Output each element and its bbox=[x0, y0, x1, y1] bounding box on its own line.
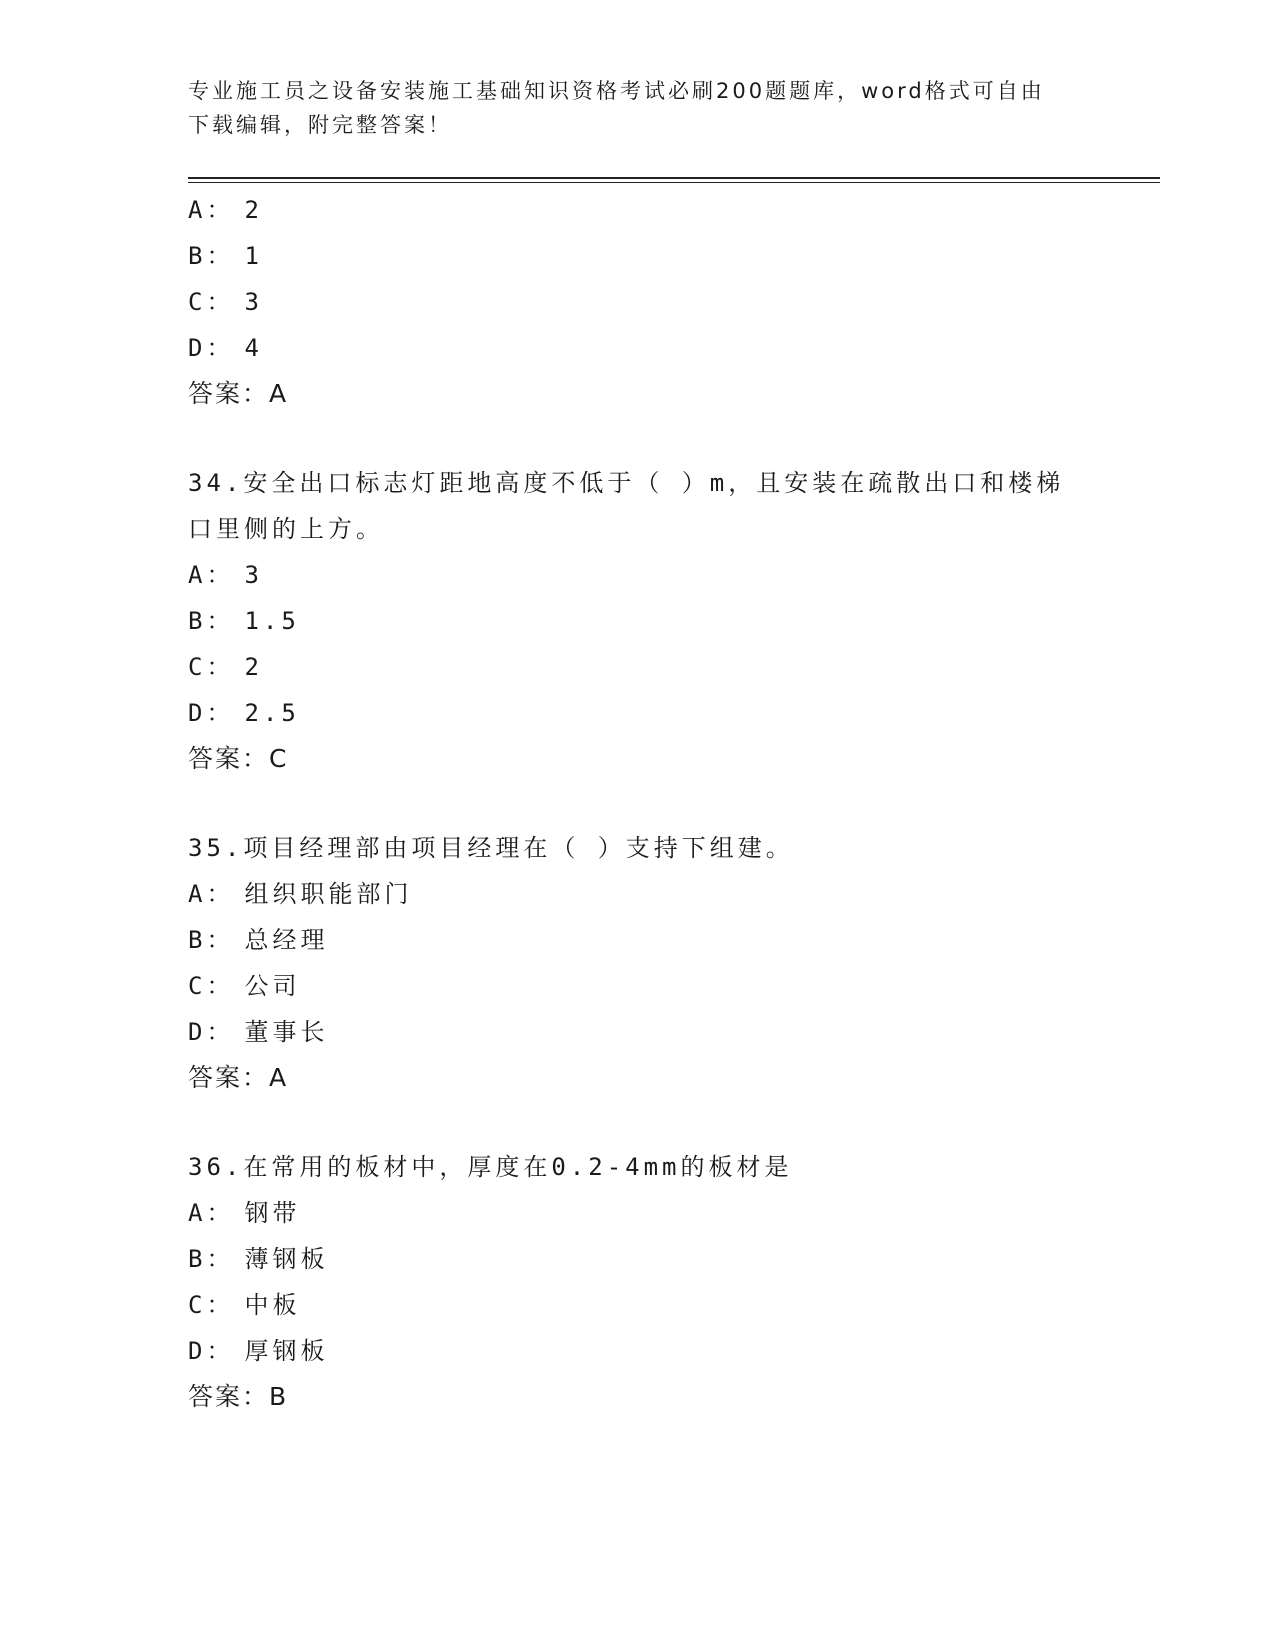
option-a: A： 2 bbox=[188, 196, 263, 224]
option-b: B： 薄钢板 bbox=[188, 1245, 329, 1273]
option-a: A： 3 bbox=[188, 561, 263, 589]
question-34 bbox=[188, 460, 1148, 782]
question-stem-line-1: 35.项目经理部由项目经理在（ ）支持下组建。 bbox=[188, 834, 794, 862]
option-b: B： 总经理 bbox=[188, 926, 329, 954]
option-c: C： 公司 bbox=[188, 972, 301, 1000]
option-c: C： 3 bbox=[188, 288, 263, 316]
answer: 答案：B bbox=[188, 1382, 289, 1411]
answer: 答案：A bbox=[188, 1063, 289, 1092]
header-divider-thick bbox=[188, 177, 1160, 179]
option-d: D： 厚钢板 bbox=[188, 1337, 329, 1365]
option-d: D： 2.5 bbox=[188, 699, 300, 727]
header-title-line-1: 专业施工员之设备安装施工基础知识资格考试必刷200题题库，word格式可自由 bbox=[188, 79, 1045, 103]
question-stem-line-1: 36.在常用的板材中，厚度在0.2-4mm的板材是 bbox=[188, 1153, 793, 1181]
spacer bbox=[188, 417, 1148, 460]
document-header bbox=[188, 74, 1088, 142]
option-c: C： 2 bbox=[188, 653, 263, 681]
header-divider-thin bbox=[188, 182, 1160, 183]
answer: 答案：C bbox=[188, 744, 289, 773]
question-33 bbox=[188, 187, 1148, 417]
option-c: C： 中板 bbox=[188, 1291, 301, 1319]
spacer bbox=[188, 782, 1148, 825]
question-36 bbox=[188, 1144, 1148, 1420]
question-stem-line-2: 口里侧的上方。 bbox=[188, 515, 384, 543]
question-list bbox=[188, 187, 1148, 1420]
question-35 bbox=[188, 825, 1148, 1101]
answer: 答案：A bbox=[188, 379, 289, 408]
spacer bbox=[188, 1101, 1148, 1144]
question-stem-line-1: 34.安全出口标志灯距地高度不低于（ ）m，且安装在疏散出口和楼梯 bbox=[188, 469, 1065, 497]
option-b: B： 1.5 bbox=[188, 607, 300, 635]
option-d: D： 4 bbox=[188, 334, 263, 362]
option-a: A： 组织职能部门 bbox=[188, 880, 413, 908]
header-title-line-2: 下载编辑，附完整答案！ bbox=[188, 113, 452, 137]
option-d: D： 董事长 bbox=[188, 1018, 329, 1046]
option-a: A： 钢带 bbox=[188, 1199, 301, 1227]
option-b: B： 1 bbox=[188, 242, 263, 270]
